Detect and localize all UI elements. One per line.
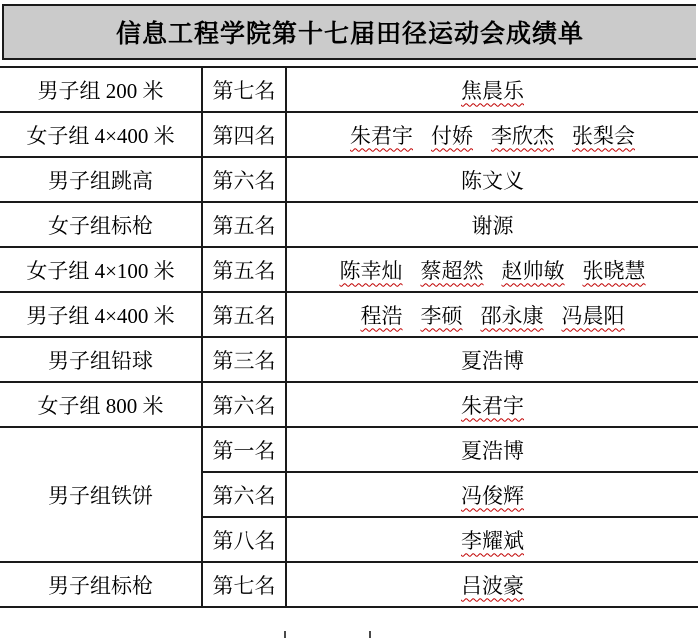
- athlete-name: 李耀斌: [461, 528, 524, 553]
- athlete-name: 张梨会: [572, 123, 635, 148]
- athlete-name: 吕波豪: [461, 573, 524, 598]
- rank-cell: 第八名: [202, 517, 286, 562]
- event-cell: 男子组跳高: [0, 157, 202, 202]
- athlete-name: 陈幸灿: [339, 258, 403, 283]
- names-cell: [286, 562, 698, 607]
- cell-border-fragment: [284, 631, 286, 638]
- athlete-name: 邵永康: [480, 303, 544, 328]
- results-table: [0, 66, 698, 608]
- names-cell: [286, 247, 698, 292]
- page-title: 信息工程学院第十七届田径运动会成绩单: [2, 4, 696, 60]
- rank-cell: 第五名: [202, 202, 286, 247]
- cell-border-fragment: [369, 631, 371, 638]
- names-cell: [286, 112, 698, 157]
- names-cell: [286, 67, 698, 112]
- athlete-name: 蔡超然: [420, 258, 484, 283]
- athlete-name: 李硕: [420, 303, 463, 328]
- names-cell: [286, 472, 698, 517]
- table-row: [0, 157, 698, 202]
- table-row: [0, 382, 698, 427]
- event-cell: 女子组 4×400 米: [0, 112, 202, 157]
- names-cell: [286, 202, 698, 247]
- rank-cell: 第一名: [202, 427, 286, 472]
- table-row: [0, 337, 698, 382]
- event-cell: 女子组 4×100 米: [0, 247, 202, 292]
- event-cell: 男子组 4×400 米: [0, 292, 202, 337]
- names-cell: [286, 292, 698, 337]
- event-cell: 男子组 200 米: [0, 67, 202, 112]
- athlete-name: 张晓慧: [582, 258, 646, 283]
- names-cell: [286, 517, 698, 562]
- athlete-name: 焦晨乐: [461, 78, 524, 103]
- athlete-name: 朱君宇: [350, 123, 413, 148]
- event-cell: 女子组标枪: [0, 202, 202, 247]
- table-row: [0, 112, 698, 157]
- athlete-name: 冯晨阳: [561, 303, 625, 328]
- athlete-name: 夏浩博: [461, 348, 524, 373]
- rank-cell: 第五名: [202, 292, 286, 337]
- athlete-name: 付娇: [431, 123, 473, 148]
- athlete-name: 赵帅敏: [501, 258, 565, 283]
- cutoff-next-row: [0, 631, 698, 638]
- names-cell: [286, 382, 698, 427]
- athlete-name: 谢源: [471, 213, 514, 238]
- names-cell: [286, 157, 698, 202]
- table-row: [0, 247, 698, 292]
- table-row: [0, 202, 698, 247]
- event-cell: 女子组 800 米: [0, 382, 202, 427]
- table-row: [0, 67, 698, 112]
- rank-cell: 第七名: [202, 67, 286, 112]
- names-cell: [286, 427, 698, 472]
- table-row: [0, 292, 698, 337]
- event-cell: 男子组铅球: [0, 337, 202, 382]
- event-cell-merged: 男子组铁饼: [0, 427, 202, 562]
- rank-cell: 第七名: [202, 562, 286, 607]
- rank-cell: 第五名: [202, 247, 286, 292]
- rank-cell: 第六名: [202, 157, 286, 202]
- table-row: [0, 427, 698, 472]
- event-cell: 男子组标枪: [0, 562, 202, 607]
- athlete-name: 程浩: [360, 303, 403, 328]
- rank-cell: 第四名: [202, 112, 286, 157]
- rank-cell: 第六名: [202, 382, 286, 427]
- rank-cell: 第三名: [202, 337, 286, 382]
- athlete-name: 冯俊辉: [461, 483, 524, 508]
- names-cell: [286, 337, 698, 382]
- athlete-name: 夏浩博: [461, 438, 524, 463]
- rank-cell: 第六名: [202, 472, 286, 517]
- table-row: [0, 562, 698, 607]
- athlete-name: 陈文义: [461, 168, 524, 193]
- athlete-name: 朱君宇: [461, 393, 524, 418]
- athlete-name: 李欣杰: [491, 123, 554, 148]
